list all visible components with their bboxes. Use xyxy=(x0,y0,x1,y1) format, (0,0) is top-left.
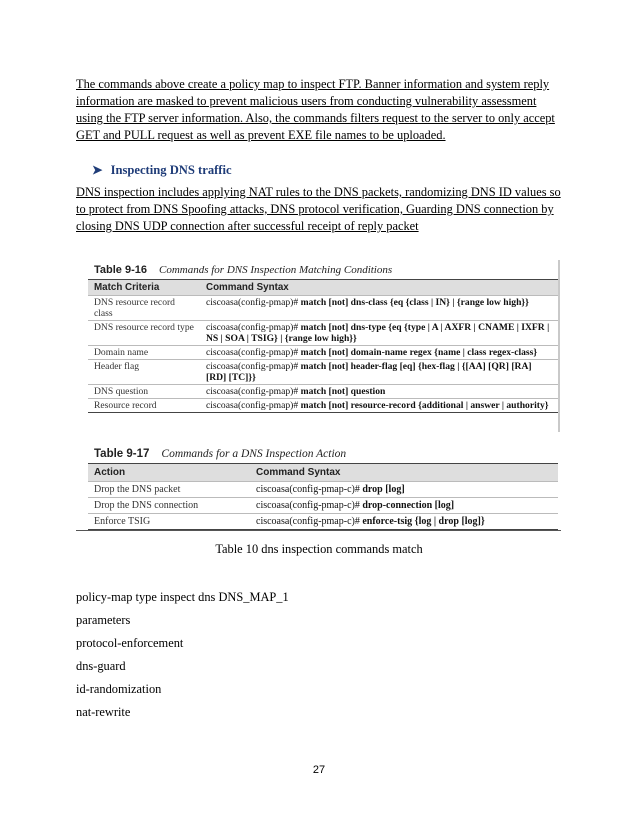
command-prompt: ciscoasa(config-pmap)# xyxy=(206,297,299,308)
table-9-16-figure xyxy=(88,260,560,432)
table-row xyxy=(88,399,558,413)
config-line: policy-map type inspect dns DNS_MAP_1 xyxy=(76,590,289,604)
command-prompt: ciscoasa(config-pmap-c)# xyxy=(256,516,360,527)
command-syntax xyxy=(250,514,558,530)
command-prompt: ciscoasa(config-pmap-c)# xyxy=(256,484,360,495)
row-label: Header flag xyxy=(88,360,200,385)
row-label: Enforce TSIG xyxy=(88,514,250,530)
config-line: protocol-enforcement xyxy=(76,636,184,650)
row-label: Resource record xyxy=(88,399,200,413)
row-label: DNS question xyxy=(88,385,200,399)
command-syntax xyxy=(200,296,558,321)
row-label: Drop the DNS packet xyxy=(88,482,250,498)
table-header: Command Syntax xyxy=(250,464,558,482)
command-syntax xyxy=(200,321,558,346)
row-label: DNS resource record type xyxy=(88,321,200,346)
arrow-bullet-icon: ➤ xyxy=(92,163,103,177)
row-label: DNS resource record class xyxy=(88,296,200,321)
table-9-17-title xyxy=(94,448,558,460)
table-9-16-caption: Commands for DNS Inspection Matching Conditions xyxy=(159,264,393,276)
command-prompt: ciscoasa(config-pmap)# xyxy=(206,361,299,372)
config-line: id-randomization xyxy=(76,682,162,696)
page-number: 27 xyxy=(312,764,326,776)
table-caption: Table 10 dns inspection commands match xyxy=(215,542,423,556)
command-text: match [not] resource-record {additional | answer | authority} xyxy=(300,400,549,411)
table-row xyxy=(88,385,558,399)
command-prompt: ciscoasa(config-pmap)# xyxy=(206,347,299,358)
table-header: Action xyxy=(88,464,250,482)
command-syntax xyxy=(200,399,558,413)
config-line: dns-guard xyxy=(76,659,126,673)
row-label: Drop the DNS connection xyxy=(88,498,250,514)
command-prompt: ciscoasa(config-pmap)# xyxy=(206,386,299,397)
command-prompt: ciscoasa(config-pmap)# xyxy=(206,322,299,333)
command-text: drop-connection [log] xyxy=(362,500,455,511)
command-text: match [not] dns-type {eq {type | A | AXFR | CNAME | IXFR | NS | SOA | TSIG} | {range low high}} xyxy=(206,322,550,344)
config-line: parameters xyxy=(76,613,131,627)
row-label: Domain name xyxy=(88,346,200,360)
horizontal-rule xyxy=(76,530,561,531)
table-9-16-title xyxy=(94,264,558,276)
table-9-16-number: Table 9-16 xyxy=(94,264,147,276)
command-text: match [not] domain-name regex {name | class regex-class} xyxy=(300,347,538,358)
command-syntax xyxy=(250,482,558,498)
table-9-16 xyxy=(88,279,558,413)
config-line: nat-rewrite xyxy=(76,705,131,719)
command-text: match [not] header-flag [eq] {hex-flag | {[AA] [QR] [RA] [RD] [TC]}} xyxy=(206,361,532,383)
table-row xyxy=(88,482,558,498)
table-row xyxy=(88,514,558,530)
table-row xyxy=(88,296,558,321)
table-row xyxy=(88,498,558,514)
dns-paragraph: DNS inspection includes applying NAT rules to the DNS packets, randomizing DNS ID values so to protect from DNS Spoofing attacks, DNS protocol verification, Guarding DNS connection by closing DNS UDP connection after successful receipt of reply packet xyxy=(76,185,561,233)
table-header: Match Criteria xyxy=(88,280,200,296)
command-text: match [not] dns-class {eq {class | IN} | {range low high}} xyxy=(300,297,529,308)
command-syntax xyxy=(200,360,558,385)
command-syntax xyxy=(200,346,558,360)
command-prompt: ciscoasa(config-pmap)# xyxy=(206,400,299,411)
intro-paragraph: The commands above create a policy map to inspect FTP. Banner information and system reply information are masked to prevent malicious users from conducting vulnerability assessment using the FTP server information. Also, the commands filters request to the server to only accept GET and PULL request as well as prevent EXE file names to be uploaded. xyxy=(76,77,555,142)
table-9-17-caption: Commands for a DNS Inspection Action xyxy=(161,448,347,460)
table-row xyxy=(88,321,558,346)
table-row xyxy=(88,360,558,385)
section-heading xyxy=(92,162,232,178)
table-header: Command Syntax xyxy=(200,280,558,296)
table-9-17-figure xyxy=(88,444,558,526)
section-heading-text: Inspecting DNS traffic xyxy=(110,163,232,177)
command-text: match [not] question xyxy=(300,386,386,397)
command-syntax xyxy=(200,385,558,399)
command-syntax xyxy=(250,498,558,514)
command-prompt: ciscoasa(config-pmap-c)# xyxy=(256,500,360,511)
table-row xyxy=(88,346,558,360)
table-9-17-number: Table 9-17 xyxy=(94,448,150,460)
command-text: drop [log] xyxy=(362,484,405,495)
table-9-17 xyxy=(88,463,558,530)
command-text: enforce-tsig {log | drop [log]} xyxy=(362,516,485,527)
